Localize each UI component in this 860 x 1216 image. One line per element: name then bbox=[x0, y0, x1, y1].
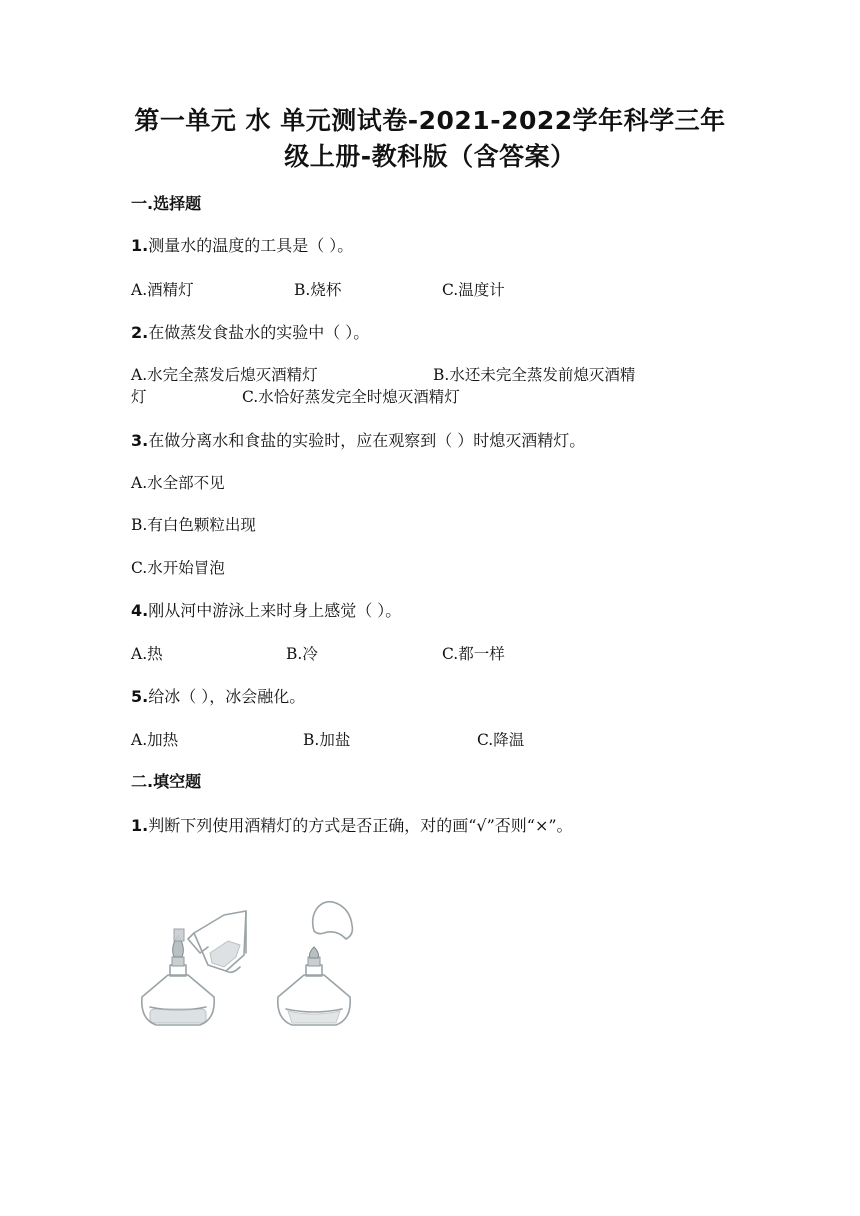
option-b-continued: 灯 bbox=[131, 388, 147, 406]
question-text: 判断下列使用酒精灯的方式是否正确，对的画“√”否则“×”。 bbox=[148, 816, 573, 835]
option-c: C.温度计 bbox=[442, 281, 505, 299]
question-number: 1. bbox=[131, 816, 149, 835]
tilted-lamp-pouring bbox=[188, 911, 246, 972]
option-a: A.水完全蒸发后熄灭酒精灯 bbox=[131, 366, 318, 384]
option-b: B.有白色颗粒出现 bbox=[131, 516, 256, 534]
section-heading-fill-blank: 二.填空题 bbox=[131, 772, 202, 791]
question-2 bbox=[131, 322, 369, 344]
option-b: B.水还未完全蒸发前熄灭酒精 bbox=[433, 366, 636, 384]
question-4 bbox=[131, 600, 401, 622]
question-text: 在做分离水和食盐的实验时，应在观察到（ ）时熄灭酒精灯。 bbox=[148, 431, 586, 450]
section-heading-choice: 一.选择题 bbox=[131, 194, 202, 213]
alcohol-lamp-right bbox=[278, 947, 350, 1025]
question-number: 3. bbox=[131, 431, 149, 450]
option-a: A.酒精灯 bbox=[131, 281, 194, 299]
option-c: C.水开始冒泡 bbox=[131, 559, 225, 577]
option-c: C.降温 bbox=[477, 731, 525, 749]
fill-question-1 bbox=[131, 815, 573, 837]
option-b: B.烧杯 bbox=[294, 281, 342, 299]
option-a: A.热 bbox=[131, 645, 163, 663]
option-b: B.加盐 bbox=[303, 731, 351, 749]
question-1 bbox=[131, 235, 353, 257]
question-number: 5. bbox=[131, 687, 149, 706]
question-number: 4. bbox=[131, 601, 149, 620]
question-3 bbox=[131, 430, 585, 452]
option-c: C.都一样 bbox=[442, 645, 505, 663]
question-text: 给冰（ ），冰会融化。 bbox=[148, 687, 306, 706]
option-c: C.水恰好蒸发完全时熄灭酒精灯 bbox=[242, 388, 460, 406]
alcohol-lamp-left bbox=[142, 929, 214, 1025]
question-5 bbox=[131, 686, 305, 708]
question-number: 1. bbox=[131, 236, 149, 255]
option-b: B.冷 bbox=[286, 645, 318, 663]
question-number: 2. bbox=[131, 323, 149, 342]
question-text: 刚从河中游泳上来时身上感觉（ ）。 bbox=[148, 601, 402, 620]
document-title-line-2: 级上册-教科版（含答案） bbox=[284, 142, 576, 171]
question-text: 在做蒸发食盐水的实验中（ ）。 bbox=[148, 323, 370, 342]
option-a: A.水全部不见 bbox=[131, 474, 225, 492]
document-title-line-1: 第一单元 水 单元测试卷-2021-2022学年科学三年 bbox=[134, 106, 726, 135]
option-a: A.加热 bbox=[131, 731, 179, 749]
alcohol-lamp-illustration bbox=[128, 895, 378, 1035]
lamp-cap bbox=[313, 902, 353, 939]
question-text: 测量水的温度的工具是（ ）。 bbox=[148, 236, 354, 255]
